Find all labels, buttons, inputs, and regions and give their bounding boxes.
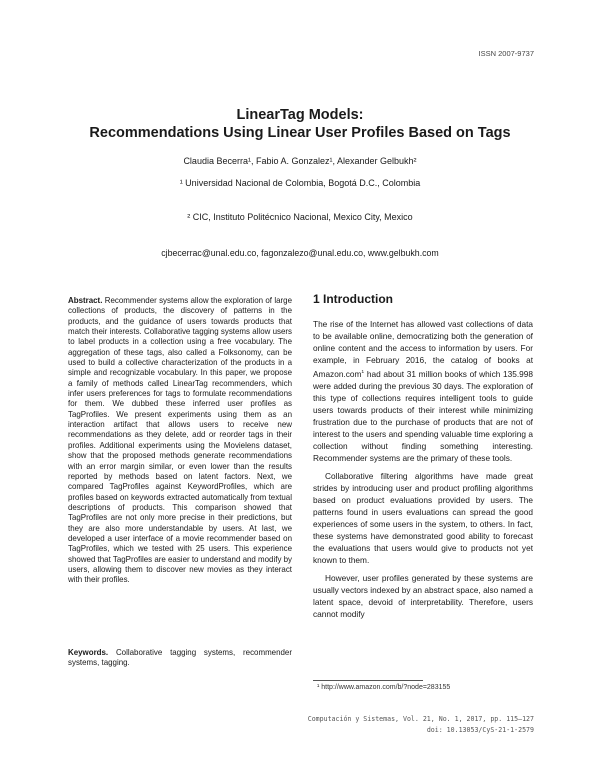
- abstract: [68, 296, 292, 586]
- footnote: ¹ http://www.amazon.com/b/?node=283155: [317, 684, 451, 691]
- issn-label: ISSN 2007-9737: [478, 49, 534, 58]
- introduction-body: [313, 318, 533, 626]
- abstract-label: Abstract.: [68, 296, 103, 305]
- affiliation-1: ¹ Universidad Nacional de Colombia, Bogotá D.C., Colombia: [179, 178, 421, 188]
- title-line-1: LinearTag Models:: [236, 107, 364, 123]
- page-footer: [308, 714, 534, 736]
- title-line-2: Recommendations Using Linear User Profiles Based on Tags: [89, 125, 511, 141]
- abstract-text: Recommender systems allow the exploration of large collections of products, the discovery of patterns in the products, and the guidance of users towards products that match their interests. Collaborative tagging systems allow users to label products in a collection using a free vocabulary. The aggregation of these tags, also called a Folksonomy, can be used to build a collective characterization of the products in a simple and recognizable vocabulary. In this paper, we propose a family of methods called LinearTag recommenders, which infer users preferences for tags to formulate recommendations for them. We dubbed these inferred user profiles as TagProfiles. We present experiments using them as an interaction artifact that allows users to receive new recommendations as they delete, add or reorder tags in their profiles. Additional experiments using the Movielens dataset, show that the proposed methods generate recommendations with an error margin similar, or even lower than the results reported by methods based on latent factors. Next, we compared TagProfiles against KeywordProfiles, which are profiles based on keywords extracted automatically from textual descriptions of products. This comparison showed that TagProfiles are not only more precise in their predictions, but they are also more understandable by users. At last, we developed a user interface of a movie recommender based on TagProfiles, which we tested with 25 users. This experience showed that TagProfiles are easier to understand and modify by users, allowing them to discover new movies as they interact with their profiles.: [68, 296, 293, 585]
- journal-citation: Computación y Sistemas, Vol. 21, No. 1, 2017, pp. 115–127: [307, 715, 534, 723]
- footnote-divider: [313, 680, 423, 681]
- author-list: Claudia Becerra¹, Fabio A. Gonzalez¹, Alexander Gelbukh²: [183, 156, 417, 166]
- section-heading-introduction: 1 Introduction: [313, 292, 393, 306]
- intro-paragraph-2: Collaborative filtering algorithms have made great strides by introducing user and product profiling algorithms based on product evaluations provided by users. The patterns found in users evaluations can spread the good experiences of some users in the system, to others. In fact, these systems have demonstrated good ability to forecast the evaluations that users would give to products not yet known to them.: [313, 470, 533, 565]
- affiliation-2: ² CIC, Instituto Politécnico Nacional, Mexico City, Mexico: [187, 212, 413, 222]
- keywords-text: Collaborative tagging systems, recommender systems, tagging.: [68, 648, 292, 668]
- intro-paragraph-1: The rise of the Internet has allowed vast collections of data to be available online, democratizing both the generation of online content and the access to information by users. For example, in February 2016, the catalog of books at Amazon.com$^1$ had about 31 million books of which 135.998 were added during the previous 30 days. The exploration of this type of collections requires intelligent tools to guide users towards products of their interest while minimizing frustration due to the purchase of products that are not of interest to the users and spending valuable time exploring a collection without finding something interesting. Recommender systems are the primary of these tools.: [313, 319, 533, 463]
- paper-title: [60, 106, 540, 142]
- author-emails: cjbecerrac@unal.edu.co, fagonzalezo@unal.edu.co, www.gelbukh.com: [161, 248, 439, 258]
- keywords-label: Keywords.: [68, 648, 109, 657]
- keywords: [68, 648, 292, 669]
- footnote-marker: 1: [361, 369, 365, 375]
- intro-paragraph-3: However, user profiles generated by these systems are usually vectors indexed by an abstract space, also named a latent space, devoid of interpretability. Therefore, users cannot modify: [313, 572, 533, 619]
- doi: doi: 10.13053/CyS-21-1-2579: [426, 726, 534, 734]
